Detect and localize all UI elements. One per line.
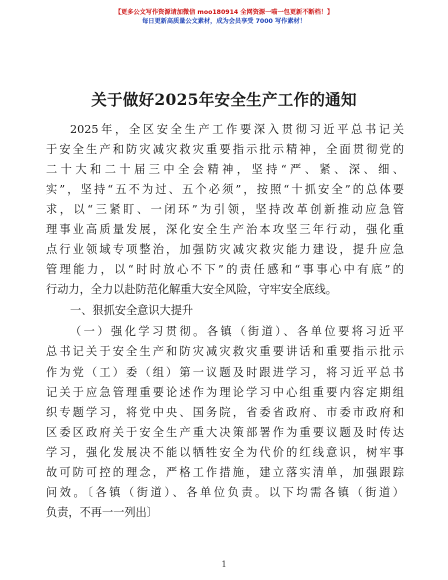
document-title: 关于做好2025年安全生产工作的通知: [91, 90, 357, 109]
body-line: 总书记关于安全生产和防灾减灾救灾重要讲话和重要指示批示: [46, 345, 404, 358]
body-line: 学习，强化发展决不能以牺牲安全为代价的红线意识，树牢事: [46, 446, 404, 459]
body-line: 点行业领域专项整治，加强防灾减灾救灾能力建设，提升应急: [46, 243, 404, 256]
ad-banner-line-1: 【更多公文写作资源请加微信 moo180914 全网资源一喵一包更新不断档！】: [114, 9, 334, 16]
body-line: 理事业高质量发展，深化安全生产治本攻坚三年行动，强化重: [46, 223, 404, 236]
body-line: 二十大和二十届三中全会精神，坚持“严、紧、深、细、: [46, 163, 404, 176]
body-line: 求，以“三紧盯、一闭环”为引领，坚持改革创新推动应急管: [46, 203, 404, 216]
ad-banner-line-2: 每日更新高质量公文素材，成为会员享受 7000 写作素材！: [142, 18, 306, 25]
body-line: 负责，不再一一列出〕: [46, 506, 158, 519]
body-line: 记关于应急管理重要论述作为理论学习中心组重要内容定期组: [46, 386, 404, 399]
body-line: 故可防可控的理念，严格工作措施，建立落实清单，加强跟踪: [46, 466, 404, 479]
body-line: 于安全生产和防灾减灾救灾重要指示批示精神，全面贯彻党的: [46, 143, 404, 156]
body-line: 2025年，全区安全生产工作要深入贯彻习近平总书记关: [70, 123, 404, 136]
page-number: 1: [221, 560, 227, 569]
body-line: 问效。〔各镇（街道）、各单位负责。以下均需各镇（街道）: [46, 486, 404, 499]
section-heading: 一、狠抓安全意识大提升: [70, 304, 194, 317]
body-line: 织专题学习，将党中央、国务院，省委省政府、市委市政府和: [46, 406, 404, 419]
body-line: 管理能力，以“时时放心不下”的责任感和“事事心中有底”的: [46, 263, 404, 276]
body-line: 行动力，全力以赴防范化解重大安全风险，守牢安全底线。: [46, 283, 337, 296]
body-line: 实”，坚持“五不为过、五个必须”，按照“十抓安全”的总体要: [46, 183, 404, 196]
body-line: 区委区政府关于安全生产重大决策部署作为重要议题及时传达: [46, 426, 404, 439]
body-line: 作为党（工）委（组）第一议题及时跟进学习，将习近平总书: [46, 366, 404, 379]
body-line: （一）强化学习贯彻。各镇（街道）、各单位要将习近平: [70, 325, 404, 338]
